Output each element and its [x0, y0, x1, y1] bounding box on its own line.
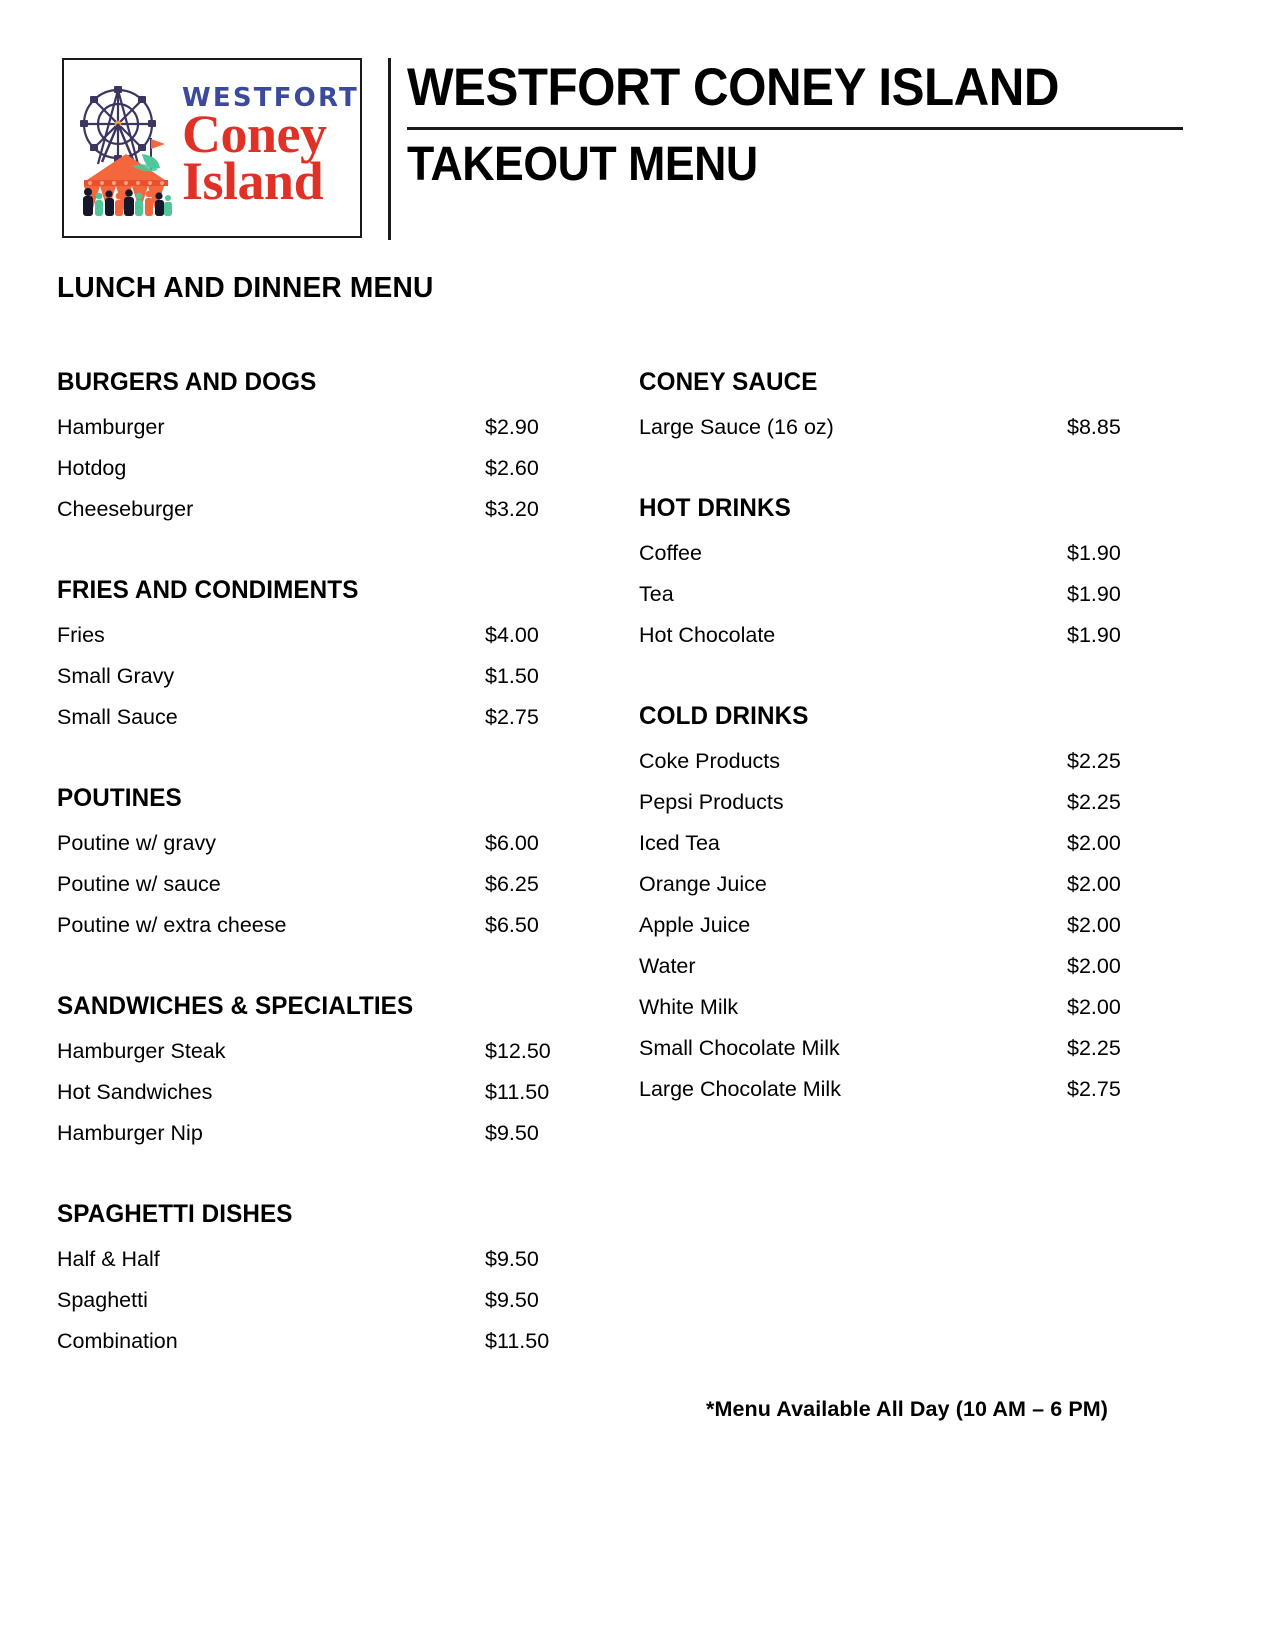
menu-item-price: $11.50 — [485, 1329, 550, 1353]
menu-item-price: $2.00 — [1067, 995, 1121, 1019]
menu-item — [639, 905, 1159, 946]
menu-item-price: $2.25 — [1067, 1036, 1121, 1060]
menu-item-price: $1.50 — [485, 664, 539, 688]
menu-item — [57, 1280, 577, 1321]
menu-item — [639, 946, 1159, 987]
menu-item — [57, 489, 577, 530]
menu-section — [639, 702, 1159, 1110]
menu-item-name: Hotdog — [57, 456, 127, 480]
menu-section — [57, 992, 577, 1154]
section-title: SPAGHETTI DISHES — [57, 1200, 293, 1228]
menu-item — [639, 823, 1159, 864]
section-title: POUTINES — [57, 784, 182, 812]
menu-item-price: $2.25 — [1067, 790, 1121, 814]
menu-item-price: $3.20 — [485, 497, 539, 521]
menu-item-name: Poutine w/ sauce — [57, 872, 221, 896]
menu-item-price: $9.50 — [485, 1247, 539, 1271]
menu-header — [62, 58, 1157, 240]
menu-item — [639, 987, 1159, 1028]
logo-word-westfort: WESTFORT — [182, 82, 359, 113]
menu-item-name: Small Gravy — [57, 664, 175, 688]
menu-heading: LUNCH AND DINNER MENU — [57, 272, 434, 304]
menu-item-name: Coke Products — [639, 749, 781, 773]
title-divider — [407, 127, 1183, 130]
menu-item-name: Cheeseburger — [57, 497, 194, 521]
menu-item-name: Poutine w/ gravy — [57, 831, 216, 855]
menu-item — [639, 1028, 1159, 1069]
menu-item-list — [57, 1031, 577, 1154]
logo-word-island: Island — [182, 151, 324, 212]
section-title: HOT DRINKS — [639, 494, 791, 522]
section-title: FRIES AND CONDIMENTS — [57, 576, 359, 604]
menu-column-left — [57, 368, 577, 1362]
menu-item-price: $2.60 — [485, 456, 539, 480]
menu-item — [639, 533, 1159, 574]
menu-item-price: $1.90 — [1067, 623, 1121, 647]
menu-item-price: $1.90 — [1067, 582, 1121, 606]
menu-item-price: $2.00 — [1067, 872, 1121, 896]
menu-section — [639, 494, 1159, 656]
menu-item-price: $4.00 — [485, 623, 539, 647]
menu-item — [639, 741, 1159, 782]
menu-item — [57, 1113, 577, 1154]
section-title: CONEY SAUCE — [639, 368, 818, 396]
menu-item — [57, 1072, 577, 1113]
menu-item — [57, 656, 577, 697]
ferris-wheel-tent-icon — [72, 76, 180, 216]
menu-item-name: Hamburger — [57, 415, 165, 439]
menu-item-name: Pepsi Products — [639, 790, 784, 814]
menu-section — [57, 784, 577, 946]
page-title: WESTFORT CONEY ISLAND — [407, 58, 1060, 117]
menu-item-price: $9.50 — [485, 1288, 539, 1312]
menu-item — [57, 1321, 577, 1362]
menu-item-price: $2.75 — [485, 705, 539, 729]
menu-item — [57, 823, 577, 864]
menu-column-right — [639, 368, 1159, 1110]
menu-item — [57, 697, 577, 738]
menu-item-name: Fries — [57, 623, 105, 647]
section-title: SANDWICHES & SPECIALTIES — [57, 992, 414, 1020]
title-block — [388, 58, 1183, 240]
menu-item — [639, 407, 1159, 448]
menu-item-name: Water — [639, 954, 696, 978]
menu-item-list — [57, 823, 577, 946]
menu-item-price: $6.50 — [485, 913, 539, 937]
menu-item-price: $11.50 — [485, 1080, 550, 1104]
menu-item — [639, 574, 1159, 615]
menu-item-name: Spaghetti — [57, 1288, 148, 1312]
footer-note: *Menu Available All Day (10 AM – 6 PM) — [706, 1397, 1109, 1421]
menu-item — [57, 905, 577, 946]
menu-item-price: $12.50 — [485, 1039, 551, 1063]
section-spacer — [57, 946, 577, 992]
menu-item-price: $9.50 — [485, 1121, 539, 1145]
menu-item-price: $2.00 — [1067, 913, 1121, 937]
menu-item — [57, 615, 577, 656]
section-spacer — [639, 448, 1159, 494]
menu-item-name: Poutine w/ extra cheese — [57, 913, 287, 937]
menu-item-name: Large Sauce (16 oz) — [639, 415, 834, 439]
menu-item-name: Orange Juice — [639, 872, 767, 896]
menu-item-list — [57, 1239, 577, 1362]
menu-item-name: Hamburger Steak — [57, 1039, 226, 1063]
menu-item-name: Hot Chocolate — [639, 623, 776, 647]
menu-item-name: Small Sauce — [57, 705, 178, 729]
section-spacer — [57, 530, 577, 576]
menu-item-price: $2.75 — [1067, 1077, 1121, 1101]
menu-item-name: Large Chocolate Milk — [639, 1077, 841, 1101]
menu-item-name: Small Chocolate Milk — [639, 1036, 840, 1060]
menu-item — [57, 1031, 577, 1072]
menu-section — [639, 368, 1159, 448]
menu-item — [57, 1239, 577, 1280]
menu-item-price: $2.00 — [1067, 831, 1121, 855]
menu-item-price: $8.85 — [1067, 415, 1121, 439]
menu-item-name: Half & Half — [57, 1247, 160, 1271]
menu-item-name: Apple Juice — [639, 913, 751, 937]
menu-item-name: Iced Tea — [639, 831, 720, 855]
menu-item — [639, 615, 1159, 656]
menu-item-name: Combination — [57, 1329, 178, 1353]
menu-item — [57, 448, 577, 489]
section-spacer — [57, 1154, 577, 1200]
menu-item-price: $1.90 — [1067, 541, 1121, 565]
menu-item — [57, 864, 577, 905]
logo-wordmark — [180, 82, 359, 212]
menu-item-price: $2.90 — [485, 415, 539, 439]
menu-item-price: $2.00 — [1067, 954, 1121, 978]
menu-item-price: $2.25 — [1067, 749, 1121, 773]
menu-item-name: Tea — [639, 582, 674, 606]
menu-item-list — [639, 741, 1159, 1110]
section-title: BURGERS AND DOGS — [57, 368, 317, 396]
menu-item-name: Hot Sandwiches — [57, 1080, 213, 1104]
page-subtitle: TAKEOUT MENU — [407, 138, 758, 192]
menu-item-list — [57, 407, 577, 530]
section-spacer — [57, 738, 577, 784]
menu-item-list — [639, 533, 1159, 656]
menu-item-list — [57, 615, 577, 738]
section-title: COLD DRINKS — [639, 702, 809, 730]
logo — [62, 58, 362, 238]
logo-inner — [72, 72, 359, 220]
menu-item — [639, 1069, 1159, 1110]
menu-section — [57, 1200, 577, 1362]
menu-item-name: White Milk — [639, 995, 739, 1019]
menu-item — [639, 782, 1159, 823]
section-spacer — [639, 656, 1159, 702]
logo-word-coney: Coney — [182, 103, 327, 164]
menu-item-name: Hamburger Nip — [57, 1121, 203, 1145]
menu-section — [57, 576, 577, 738]
menu-item — [639, 864, 1159, 905]
menu-item — [57, 407, 577, 448]
menu-item-price: $6.00 — [485, 831, 539, 855]
menu-item-price: $6.25 — [485, 872, 539, 896]
menu-section — [57, 368, 577, 530]
menu-item-name: Coffee — [639, 541, 702, 565]
menu-item-list — [639, 407, 1159, 448]
